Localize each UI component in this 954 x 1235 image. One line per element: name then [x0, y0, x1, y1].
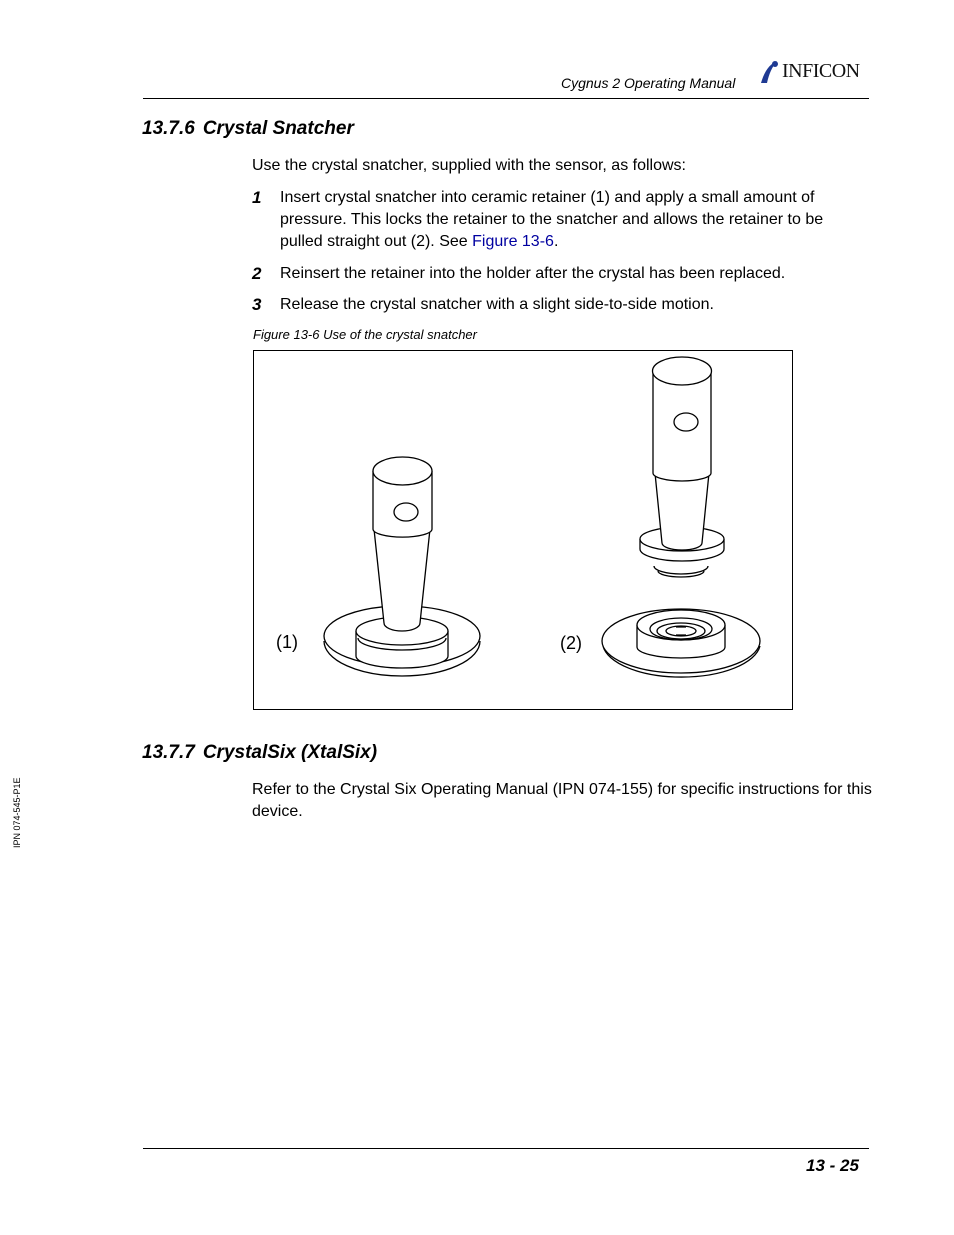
section-title: Crystal Snatcher	[202, 118, 354, 139]
step-text: Reinsert the retainer into the holder after the crystal has been replaced.	[280, 265, 786, 282]
manual-title: Cygnus 2 Operating Manual	[561, 75, 736, 91]
inficon-swoosh-icon	[758, 59, 780, 85]
header-rule	[143, 98, 869, 99]
step-1	[252, 187, 872, 253]
step-text: Release the crystal snatcher with a slight side-to-side motion.	[280, 296, 714, 313]
figure-caption: Figure 13-6 Use of the crystal snatcher	[253, 327, 477, 342]
section-number: 13.7.7	[142, 742, 195, 763]
figure-crystal-snatcher	[253, 350, 793, 710]
section-heading-crystal-snatcher	[142, 118, 354, 140]
side-document-code: IPN 074-545-P1E	[12, 777, 22, 848]
snatcher-with-retainer-drawing	[602, 357, 760, 677]
section-number: 13.7.6	[142, 118, 195, 139]
inficon-logo	[758, 59, 874, 85]
figure-label-1: (1)	[276, 632, 298, 652]
section-heading-crystalsix	[142, 742, 377, 764]
figure-link[interactable]: Figure 13-6	[472, 233, 554, 250]
step-3	[252, 294, 872, 316]
footer-rule	[143, 1148, 869, 1149]
section-title: CrystalSix (XtalSix)	[202, 742, 378, 763]
snatcher-in-retainer-drawing	[324, 457, 480, 676]
step-number: 2	[252, 264, 262, 283]
page-number: 13 - 25	[806, 1156, 859, 1175]
intro-paragraph: Use the crystal snatcher, supplied with the sensor, as follows:	[252, 157, 686, 174]
step-number: 3	[252, 295, 262, 314]
crystalsix-paragraph: Refer to the Crystal Six Operating Manual (IPN 074-155) for specific instructions for this device.	[252, 781, 872, 820]
crystal-snatcher-illustration	[254, 351, 792, 709]
step-text	[280, 187, 870, 253]
step-number: 1	[252, 188, 262, 207]
step-text-part: .	[553, 233, 559, 250]
logo-text: INFICON	[782, 60, 860, 82]
step-2	[252, 263, 872, 285]
step-text-part: Insert crystal snatcher into ceramic retainer (1) and apply a small amount of pressure. This locks the retainer to the snatcher and allows the retainer to be pulled straight out (2). See	[280, 189, 824, 250]
figure-label-2: (2)	[560, 633, 582, 653]
